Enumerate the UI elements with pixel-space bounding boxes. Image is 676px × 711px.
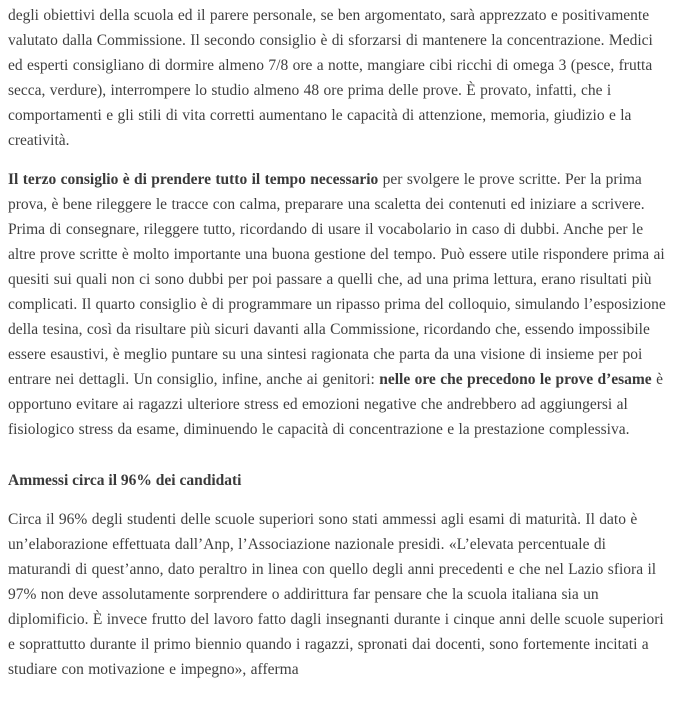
paragraph-admitted-stats-text: Circa il 96% degli studenti delle scuole superiori sono stati ammessi agli esami di maturità. Il dato è un’elaborazione effettuata dall’Anp, l’Associazione nazionale presidi. «L’elevata percentuale di maturandi di quest’anno, dato peraltro in linea con quello degli anni precedenti e che nel Lazio sfiora il 97% non deve assolutamente sorprendere o addirittura far pensare che la scuola italiana sia un diplomificio. È invece frutto del lavoro fatto dagli insegnanti durante i cinque anni delle scuole superiori e soprattutto durante il primo biennio quando i ragazzi, spronati dai docenti, sono fortemente incitati a studiare con motivazione e impegno», afferma: [8, 511, 664, 678]
paragraph-advice-3-4: [8, 167, 666, 442]
paragraph-advice-3-bold-lead: Il terzo consiglio è di prendere tutto il tempo necessario: [8, 171, 379, 188]
paragraph-advice-2-text: degli obiettivi della scuola ed il parere personale, se ben argomentato, sarà apprezzato e positivamente valutato dalla Commissione. Il secondo consiglio è di sforzarsi di mantenere la concentrazione. Medici ed esperti consigliano di dormire almeno 7/8 ore a notte, mangiare cibi ricchi di omega 3 (pesce, frutta secca, verdure), interrompere lo studio almeno 48 ore prima delle prove. È provato, infatti, che i comportamenti e gli stili di vita corretti aumentano le capacità di attenzione, memoria, giudizio e la creatività.: [8, 7, 653, 149]
paragraph-parents-bold: nelle ore che precedono le prove d’esame: [379, 371, 652, 388]
section-heading-admitted: Ammessi circa il 96% dei candidati: [8, 472, 242, 489]
paragraph-parents-text: è opportuno evitare ai ragazzi ulteriore stress ed emozioni negative che andrebbero ad aggiungersi al fisiologico stress da esame, diminuendo le capacità di concentrazione e la prestazione complessiva.: [8, 371, 663, 438]
paragraph-advice-2: [8, 3, 666, 153]
paragraph-advice-3-text: per svolgere le prove scritte. Per la prima prova, è bene rileggere le tracce con calma, preparare una scaletta dei contenuti ed iniziare a scrivere. Prima di consegnare, rileggere tutto, ricordando di usare il vocabolario in caso di dubbi. Anche per le altre prove scritte è molto importante una buona gestione del tempo. Può essere utile rispondere prima ai quesiti sui quali non ci sono dubbi per poi passare a quelli che, ad una prima lettura, erano risultati più complicati. Il quarto consiglio è di programmare un ripasso prima del colloquio, simulando l’esposizione della tesina, così da risultare più sicuri davanti alla Commissione, ricordando che, essendo impossibile essere esaustivi, è meglio puntare su una sintesi ragionata che parta da una visione di insieme per poi entrare nei dettagli. Un consiglio, infine, anche ai genitori:: [8, 171, 666, 388]
paragraph-admitted-stats: [8, 507, 666, 682]
